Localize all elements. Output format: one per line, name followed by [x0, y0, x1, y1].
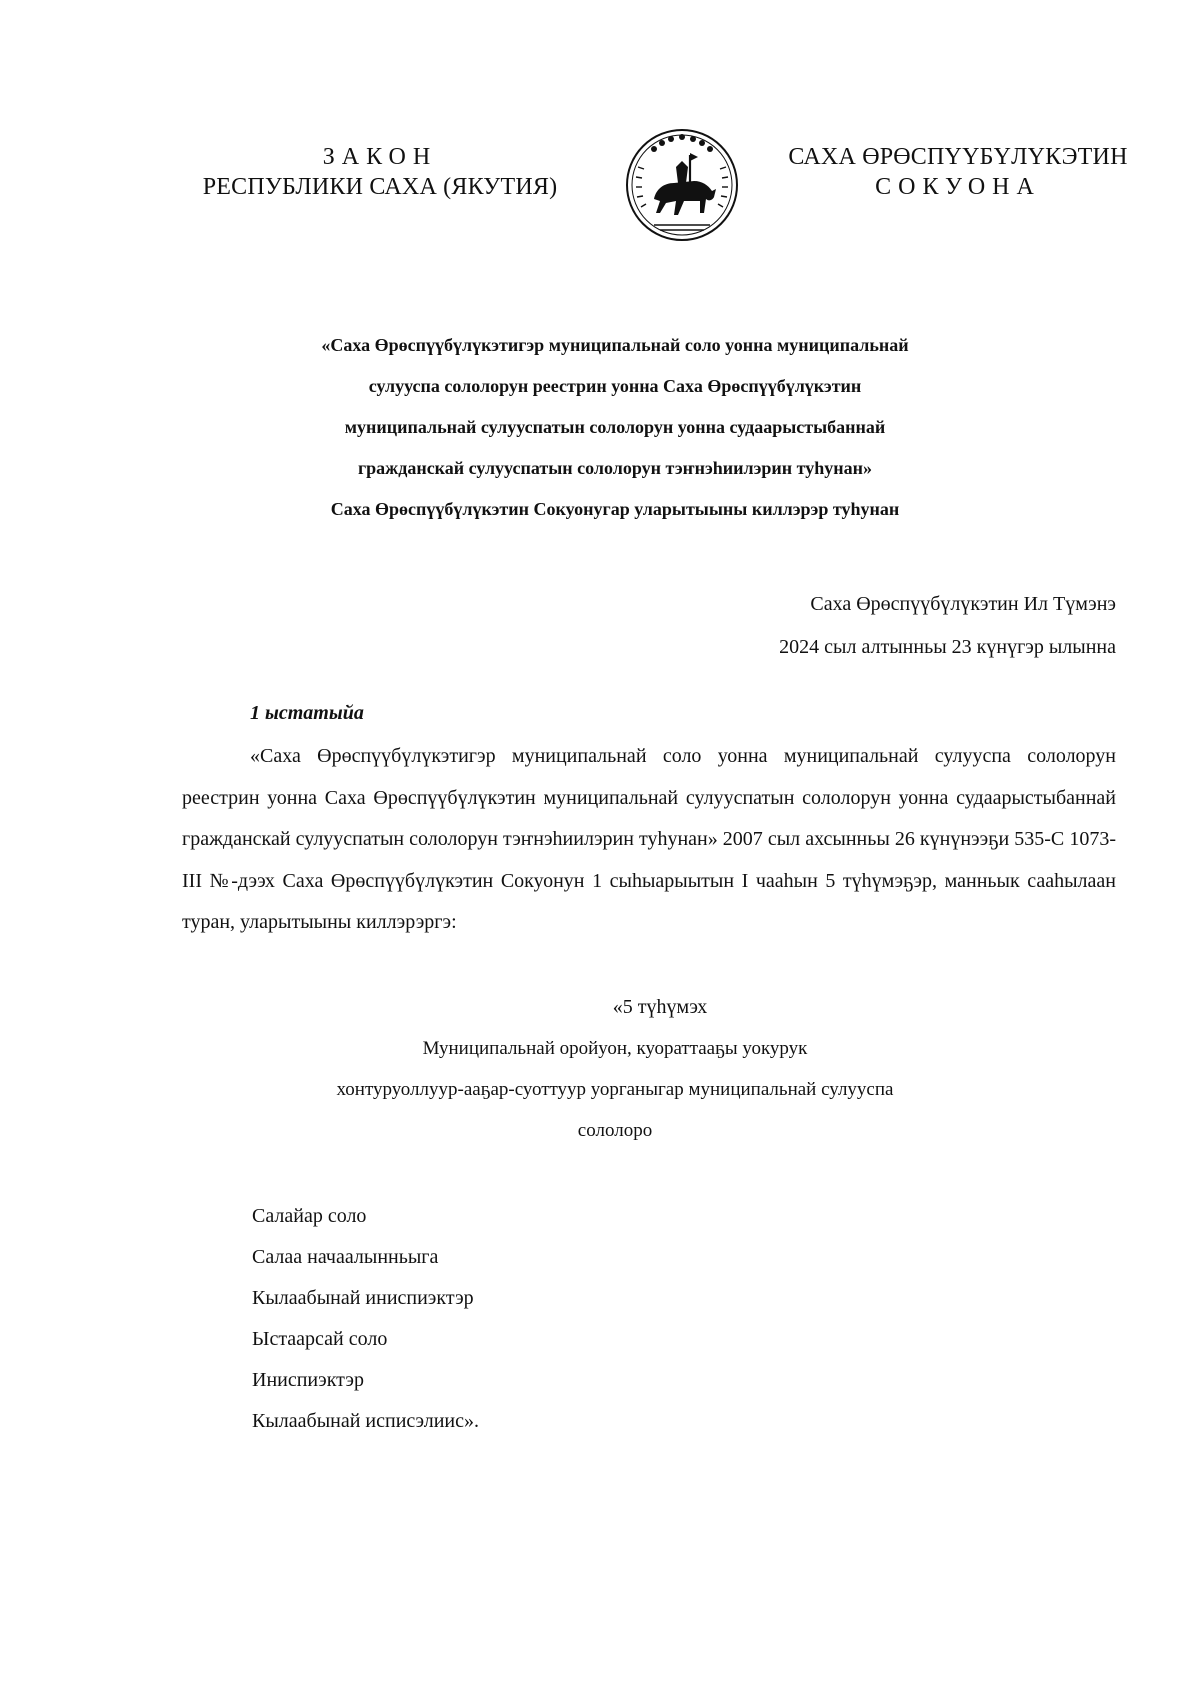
list-item: Кылаабынай иниспиэктэр — [252, 1287, 474, 1309]
section-heading-line: сололоро — [577, 1120, 653, 1141]
adopting-body: Саха Өрөспүүбүлүкэтин Ил Түмэнэ — [810, 593, 1116, 615]
section-number: «5 түһүмэх — [612, 996, 708, 1018]
adoption-info — [560, 583, 1116, 669]
list-item: Иниспиэктэр — [252, 1369, 364, 1391]
law-title-line: муниципальнай сулууспатын сололорун уонна судаарыстыбаннай — [344, 417, 886, 437]
header-law-label: ЗАКОН — [322, 144, 438, 170]
law-title-line: «Саха Өрөспүүбүлүкэтигэр муниципальнай соло уонна муниципальнай — [321, 335, 909, 355]
header-republic-name-sah: САХА ӨРӨСПҮҮБҮЛҮКЭТИН — [788, 144, 1128, 170]
law-title-line: Саха Өрөспүүбүлүкэтин Сокуонугар уларытыыны киллэрэр туһунан — [330, 499, 900, 519]
law-title-line: сулууспа сололорун реестрин уонна Саха Өрөспүүбүлүкэтин — [368, 376, 862, 396]
header-left — [200, 142, 560, 202]
header-republic-name-ru: РЕСПУБЛИКИ САХА (ЯКУТИЯ) — [202, 174, 558, 200]
list-item: Кылаабынай иcписэлиис». — [252, 1410, 480, 1432]
article-body: «Саха Өрөспүүбүлүкэтигэр муниципальнай соло уонна муниципальнай сулууспа сололорун реестрин уонна Саха Өрөспүүбүлүкэтин муниципальнай сулууспатын сололорун уонна судаарыстыбаннай гражданскай сулууспатын сололорун тэҥнэһиилэрин туһунан» 2007 сыл ахсынньы 26 күнүнээҕи 535-С 1073-III №-дээх Саха Өрөспүүбүлүкэтин Сокуонун 1 сыһыарыытын I чааһын 5 түһүмэҕэр, манньык сааһылаан туран, уларытыыны киллэрэргэ: — [182, 745, 1116, 933]
adoption-date: 2024 сыл алтынньы 23 күнүгэр ылынна — [779, 636, 1116, 658]
insertion-heading — [160, 987, 1070, 1151]
section-heading-line: Муниципальнай оройуон, куораттааҕы уокурук — [422, 1038, 808, 1059]
header-law-label-sah: СОКУОНА — [875, 174, 1041, 200]
list-item: Салайар соло — [252, 1205, 367, 1227]
list-item: Ыстаарсай соло — [252, 1328, 388, 1350]
article-heading: 1 ыстатыйа — [250, 702, 364, 724]
positions-list — [252, 1196, 479, 1442]
list-item: Салаа начаалынньыга — [252, 1246, 439, 1268]
law-title — [160, 325, 1070, 530]
section-heading-line: хонтуруоллуур-ааҕар-суоттуур уорганыгар муниципальнай сулууспа — [336, 1079, 894, 1100]
law-title-line: гражданскай сулууспатын сололорун тэҥнэһиилэрин туһунан» — [357, 458, 872, 478]
coat-of-arms-icon — [624, 127, 740, 243]
header-right — [778, 142, 1138, 202]
